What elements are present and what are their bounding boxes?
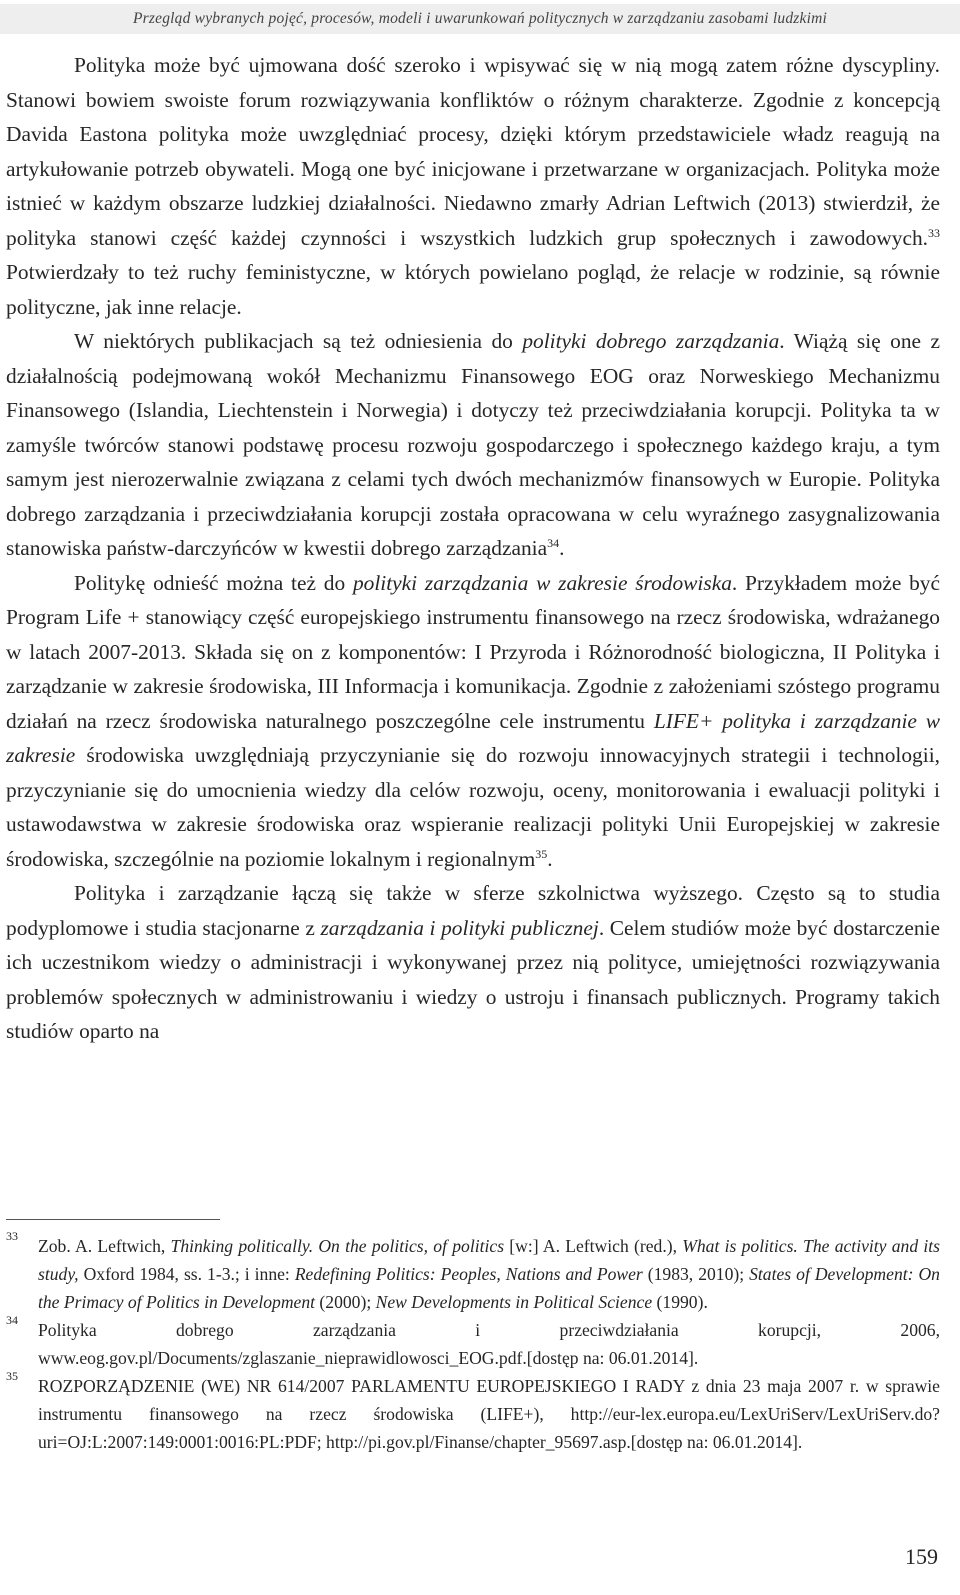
footnote-ref[interactable]: 33 (928, 225, 940, 240)
footnote-number: 35 (6, 1369, 18, 1383)
main-text (6, 48, 940, 1049)
footnote (6, 1313, 940, 1372)
footnote: 33 Zob. A. Leftwich, Thinking politically. On the politics, of politics [w:] A. Leftwich (red.), What is politics. The activity and its study, Oxford 1984, ss. 1-3.; i inne: Redefining Politics: Peoples, Nations and Power (1983, 2010); States of Development: On the Primacy of Politics in Development (2000); New Developments in Political Science (1990). (6, 1232, 940, 1316)
footnotes (6, 1229, 940, 1456)
paragraph: Polityka może być ujmowana dość szeroko i wpisywać się w nią mogą zatem różne dyscypliny. Stanowi bowiem swoiste forum rozwiązywania konfliktów o różnym charakterze. Zgodnie z koncepcją Davida Eastona polityka może uwzględniać procesy, dzięki którym przedstawiciele władz reagują na artykułowanie potrzeb obywateli. Mogą one być inicjowane i przetwarzane w organizacjach. Polityka może istnieć w każdym obszarze ludzkiej działalności. Niedawno zmarły Adrian Leftwich (2013) stwierdził, że polityka stanowi część każdej czynności i wszystkich ludzkich grup społecznych i zawodowych.$^{33}$ Potwierdzały to też ruchy feministyczne, w których powielano pogląd, że relacje w rodzinie, są równie polityczne, jak inne relacje. (6, 53, 940, 319)
paragraph: Politykę odnieść można też do polityki zarządzania w zakresie środowiska. Przykładem może być Program Life + stanowiący część europejskiego instrumentu finansowego na rzecz środowiska, wdrażanego w latach 2007-2013. Składa się on z komponentów: I Przyroda i Różnorodność biologiczna, II Polityka i zarządzanie w zakresie środowiska, III Informacja i komunikacja. Zgodnie z założeniami szóstego programu działań na rzecz środowiska naturalnego poszczególne cele instrumentu LIFE+ polityka i zarządzanie w zakresie środowiska uwzględniają przyczynianie się do rozwoju innowacyjnych strategii i technologii, przyczynianie się do umocnienia wiedzy dla celów rozwoju, oceny, monitorowania i ewaluacji polityki i ustawodawstwa w zakresie środowiska oraz wspieranie realizacji polityki Unii Europejskiej w zakresie środowiska, szczególnie na poziomie lokalnym i regionalnym$^{35}$. (6, 570, 940, 871)
footnote (6, 1369, 940, 1456)
footnote-number: 34 (6, 1313, 18, 1327)
footnote-ref[interactable]: 35 (535, 846, 548, 861)
paragraph: Polityka i zarządzanie łączą się także w sferze szkolnictwa wyższego. Często są to studia podyplomowe i studia stacjonarne z zarządzania i polityki publicznej. Celem studiów może być dostarczenie ich uczestnikom wiedzy o administracji i wykonywanej przez nią polityce, umiejętności rozwiązywania problemów społecznych w administrowaniu i wiedzy o ustroju i finansach publicznych. Programy takich studiów oparto na (6, 881, 940, 1043)
footnote-link-text[interactable]: Polityka dobrego zarządzania i przeciwdziałania korupcji, 2006, www.eog.gov.pl/Documents/zglaszanie_nieprawidlowosci_EOG.pdf.[dostęp na: 06.01.2014]. (38, 1320, 940, 1368)
paragraph: W niektórych publikacjach są też odniesienia do polityki dobrego zarządzania. Wiążą się one z działalnością podejmowaną wokół Mechanizmu Finansowego EOG oraz Norweskiego Mechanizmu Finansowego (Islandia, Liechtenstein i Norwegia) i dotyczy też przeciwdziałania korupcji. Polityka ta w zamyśle twórców stanowi podstawę procesu rozwoju gospodarczego i społecznego każdego kraju, a tym samym jest nierozerwalnie związana z celami tych dwóch mechanizmów finansowych w Europie. Polityka dobrego zarządzania i przeciwdziałania korupcji została opracowana w celu wyraźnego zasygnalizowania stanowiska państw-darczyńców w kwestii dobrego zarządzania$^{34}$. (6, 329, 940, 560)
footnote-separator (6, 1219, 220, 1220)
footnote-ref[interactable]: 34 (547, 535, 560, 550)
page-number: 159 (905, 1544, 938, 1569)
footnote-number: 33 (6, 1229, 18, 1243)
running-header: Przegląd wybranych pojęć, procesów, modeli i uwarunkowań politycznych w zarządzaniu zasobami ludzkimi (0, 4, 960, 34)
footnote-link-text[interactable]: ROZPORZĄDZENIE (WE) NR 614/2007 PARLAMENTU EUROPEJSKIEGO I RADY z dnia 23 maja 2007 r. w sprawie instrumentu finansowego na rzecz środowiska (LIFE+), http://eur-lex.europa.eu/LexUriServ/LexUriServ.do?uri=OJ:L:2007:149:0001:0016:PL:PDF; http://pi.gov.pl/Finanse/chapter_95697.asp.[dostęp na: 06.01.2014]. (38, 1376, 940, 1452)
